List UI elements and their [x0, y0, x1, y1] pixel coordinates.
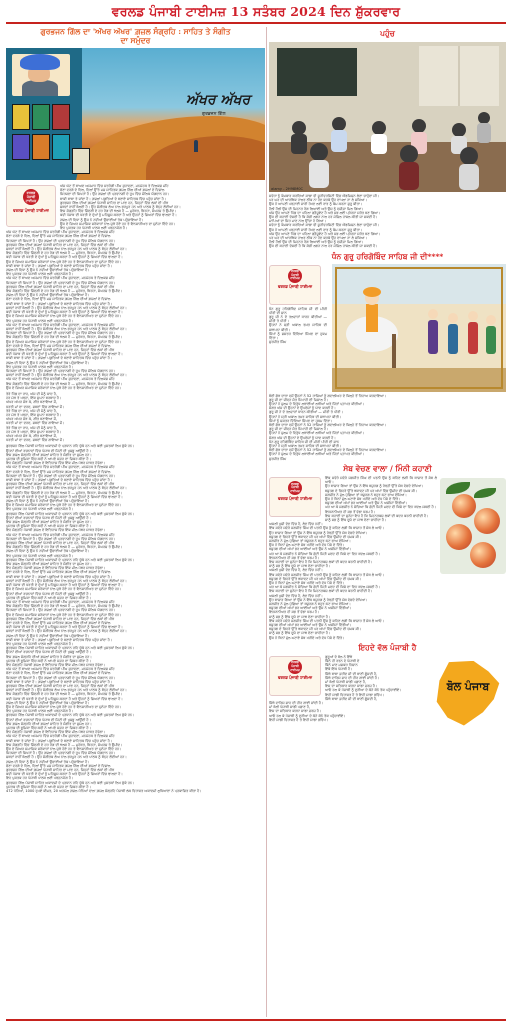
text-line: ਬਜ਼ੁਰਗ ਦੇ ਚਿਹਰੇ ਉੱਤੇ ਥਕਾਵਟ ਸੀ ਪਰ ਅੱਖਾਂ ਵਿੱਚ ਉਮੀਦ ਦੀ ਚਮਕ ਸੀ।	[325, 488, 418, 493]
classroom-illustration	[269, 42, 506, 192]
text-line: ਕਿੰਨੇ ਮਾਣ ਮਸ਼ਕਰ ਨਿਸ਼ਾਨ	[325, 663, 358, 668]
peaches-photo	[440, 478, 506, 574]
text-line: ਜਿੱਥੇ ਬਾਬਾ ਫ਼ਰੀਦ ਜੀ ਦੀ ਬਾਣੀ ਗੂੰਜਦੀ ਹੈ,	[325, 696, 378, 701]
guru-side-block	[269, 264, 329, 345]
text-line: ਅੱਜ ਘੋਟ ਤੋਂ ਬਾਅਦ ਅਸਮਾਨ ਵਿੱਚ ਸਤਰੰਗੀ ਪੀਂਘ ਸੁਹਾਵਣਾ, ਮਨਮੋਹਕ ਤੇ ਦਿਲਕਸ਼ ਮੀਂਹ	[6, 734, 115, 739]
text-line: ਆਓ ਰਲ ਕੇ ਪੰਜਾਬੀ ਨੂੰ ਦੁਨੀਆ ਦੇ ਕੋਨੇ ਕੋਨੇ ਤੱਕ ਪਹੁੰਚਾਈਏ।	[269, 713, 346, 718]
text-line: ਸ਼ਬਦਾਂ ਰਾਹੀਂ ਬੋਲਦੀ ਹੈ। ਉਹ ਸੰਗੀਤਕ ਲੈਅ ਨਾਲ ਭਰਪੂਰ ਹਨ ਅਤੇ ਪਾਠਕ ਨੂੰ ਬੰਨ੍ਹ ਲੈਂਦੀਆਂ ਹਨ।	[6, 373, 127, 378]
left-column	[6, 27, 265, 1019]
text-line: ਚੋਣਾ ਵਰਗੇ ਦੇ ਦਿਲ, ਦਿਲਾਂ ਉੱਤੇ ਮਜ਼ ਸਾਹਿਤਕ ਗ਼ਜ਼ਲ ਗਿੱਲ ਦੀਆਂ ਗ਼ਜ਼ਲਾਂ ਦੇ ਵਿਸ਼ਾਲ	[6, 234, 111, 239]
poem-line: ਤੇਰੇ ਪਿੰਡ ਦਾ ਰਾਹ, ਅੱਜ ਵੀ ਮੈਨੂੰ ਯਾਦ ਹੈ,	[6, 408, 57, 413]
text-line: ਸਿੱਖਾਂ ਨੂੰ ਸ਼ਸਤਰ ਵਿੱਦਿਆ ਸਿੱਖਣ ਦਾ ਹੁਕਮ ਦਿੱਤਾ।	[269, 418, 333, 423]
text-line: ਉਸ ਨੇ ਆਪਣੀ ਪੜ੍ਹਾਈ ਜਾਰੀ ਰੱਖਣ ਲਈ ਰਾਤ ਨੂੰ ਕੰਮ ਕਰਨਾ ਸ਼ੁਰੂ ਕੀਤਾ।	[269, 227, 363, 232]
text-line: ਉਸ ਦੇ ਸ਼ਿਅਰ ਸਮਾਜਿਕ ਸਰੋਕਾਰਾਂ ਨਾਲ ਜੁੜੇ ਹੋਏ ਹਨ ਤੇ ਇਨਸਾਨੀਅਤ ਦਾ ਸੁਨੇਹਾ ਦਿੰਦੇ ਹਨ।	[6, 339, 122, 344]
text-line: ਬਾਕੀ ਬਾਬਾ ਤੇ ਜਾਂਦਾ ਹੈ। ਗ਼ਜ਼ਲਾਂ ਪਗ਼ੁਤਿਆਂ ਦੇ ਬਣਾਏ ਸਾਹਿਤਕ ਵਿੱਚ ਪਹੁੰਚ ਜਾਂਦਾ ਹੈ।	[6, 263, 113, 268]
text-line: ਉਸ ਨੇ ਬਿਨਾਂ ਮੁੱਲ ਘਟਾਏ ਸੇਬ ਖਰੀਦੇ ਅਤੇ ਵੱਧ ਪੈਸੇ ਦੇ ਦਿੱਤੇ।	[269, 543, 345, 548]
author-shirt	[22, 80, 58, 96]
right-column	[269, 27, 506, 1019]
text-line: ਗੁਰਭਜਨ ਗਿੱਲ ਦੀਆਂ ਗ਼ਜ਼ਲਾਂ ਪੰਜਾਬੀ ਸਾਹਿਤ ਦਾ ਮਾਣ ਹਨ, ਜਿਨ੍ਹਾਂ ਵਿੱਚ ਲੋਕਾਂ ਦੀ ਪੀੜ	[6, 482, 115, 487]
text-line: ਸਿਰਜਣਾ ਦੀ ਸਿਖਰਾਂ ਹੈ। ਉਹ ਗਜ਼ਲਾਂ ਦੀ ਪ੍ਰਵਾਨਗੀ ਦੇ ਰੂਪ ਵਿੱਚ ਮੌਲਿਕ ਯੋਗਦਾਨ ਹਨ।	[6, 280, 116, 285]
text-line: ਗ਼ਜ਼ਲ ਦੀ ਵਿਧਾ ਨੂੰ ਉਸ ਨੇ ਨਵੀਆਂ ਉਚਾਈਆਂ ਤੱਕ ਪਹੁੰਚਾਇਆ ਹੈ।	[6, 633, 90, 638]
text-line: ਗੁਰਭਜਨ ਗਿੱਲ ਦੀਆਂ ਗ਼ਜ਼ਲਾਂ ਪੰਜਾਬੀ ਸਾਹਿਤ ਦਾ ਮਾਣ ਹਨ, ਜਿਨ੍ਹਾਂ ਵਿੱਚ ਲੋਕਾਂ ਦੀ ਪੀੜ	[6, 768, 115, 773]
text-line: ਸਿਰਜਣਾ ਦੀ ਸਿਖਰਾਂ ਹੈ। ਉਹ ਗਜ਼ਲਾਂ ਦੀ ਪ੍ਰਵਾਨਗੀ ਦੇ ਰੂਪ ਵਿੱਚ ਮੌਲਿਕ ਯੋਗਦਾਨ ਹਨ।	[6, 331, 116, 336]
author-turban	[20, 54, 60, 70]
right-top-paragraph	[269, 194, 506, 249]
text-line: ਇਸ ਗ਼ਜ਼ਲ ਸੰਗ੍ਰਹਿ ਦੀਆਂ ਗ਼ਜ਼ਲਾਂ ਸਾਹਿਤ ਤੇ ਸੰਗੀਤ ਦਾ ਸੁਮੇਲ ਹਨ।	[6, 721, 92, 726]
byline-badge	[269, 656, 321, 696]
text-line: ਇਸ ਗ਼ਜ਼ਲ ਸੰਗ੍ਰਹਿ ਦੀਆਂ ਗ਼ਜ਼ਲਾਂ ਸਾਹਿਤ ਤੇ ਸੰਗੀਤ ਦਾ ਸੁਮੇਲ ਹਨ।	[6, 562, 92, 567]
text-line: ਇਹ ਪੁਸਤਕ ਹਰ ਪੰਜਾਬੀ ਪਾਠਕ ਲਈ ਪੜ੍ਹਨਯੋਗ ਹੈ।	[6, 776, 74, 781]
text-line: ਕਵੀ ਪੰਜਾਬ ਦੀ ਧਰਤੀ ਦੇ ਦੁੱਖਾਂ ਨੂੰ ਮਹਿਸੂਸ ਕਰਦਾ ਹੈ ਅਤੇ ਉਹਨਾਂ ਨੂੰ ਸ਼ਿਅਰਾਂ ਵਿੱਚ ਢਾਲਦਾ ਹੈ।	[6, 583, 123, 588]
text-line: ਇਹੀ ਸਾਡੀ ਵਿਰਾਸਤ ਹੈ ਤੇ ਇਹੀ ਸਾਡਾ ਭਵਿੱਖ।	[325, 692, 385, 697]
text-line: ਉਸ ਦੇ ਸ਼ਿਅਰ ਸਮਾਜਿਕ ਸਰੋਕਾਰਾਂ ਨਾਲ ਜੁੜੇ ਹੋਏ ਹਨ ਤੇ ਇਨਸਾਨੀਅਤ ਦਾ ਸੁਨੇਹਾ ਦਿੰਦੇ ਹਨ।	[60, 221, 176, 226]
text-line: ਅੱਜ ਉਹ ਆਪਣੇ ਪਿੰਡ ਦਾ ਪਹਿਲਾ ਗ੍ਰੈਜੂਏਟ ਹੈ ਅਤੇ ਸਭ ਲਈ ਪ੍ਰੇਰਨਾ ਸਰੋਤ ਬਣ ਗਿਆ।	[269, 210, 381, 215]
text-line: ਉਹਨਾਂ ਦੀਆਂ ਰਚਨਾਵਾਂ ਵਿੱਚ ਪੰਜਾਬ ਦੀ ਮਿੱਟੀ ਦੀ ਖੁਸ਼ਬੂ ਆਉਂਦੀ ਹੈ।	[6, 650, 91, 655]
text-line: ਗੁਰਭਜਨ ਗਿੱਲ ਦੀਆਂ ਗ਼ਜ਼ਲਾਂ ਪੰਜਾਬੀ ਸਾਹਿਤ ਦਾ ਮਾਣ ਹਨ, ਜਿਨ੍ਹਾਂ ਵਿੱਚ ਲੋਕਾਂ ਦੀ ਪੀੜ	[6, 616, 115, 621]
poem-line: ਹਰ ਮੋੜ ਤੇ ਖੜ੍ਹਾ, ਇੱਕ ਸੁਪਨਾ ਬਰਬਾਦ ਹੈ।	[6, 429, 62, 434]
text-line: ਗੁਰਭਜਨ ਗਿੱਲ ਪੰਜਾਬੀ ਸਾਹਿਤ ਅਕਾਦਮੀ ਦੇ ਪ੍ਰਧਾਨ ਰਹਿ ਚੁੱਕੇ ਹਨ ਅਤੇ ਕਈ ਪੁਸਤਕਾਂ ਲਿਖ ਚੁੱਕੇ ਹਨ।	[6, 557, 135, 562]
text-line: ਸ਼ਬਦਾਂ ਰਾਹੀਂ ਬੋਲਦੀ ਹੈ। ਉਹ ਸੰਗੀਤਕ ਲੈਅ ਨਾਲ ਭਰਪੂਰ ਹਨ ਅਤੇ ਪਾਠਕ ਨੂੰ ਬੰਨ੍ਹ ਲੈਂਦੀਆਂ ਹਨ।	[60, 205, 181, 210]
book-cover	[12, 104, 30, 130]
text-line: ਅਸਲੀ ਖੁਸ਼ੀ ਦੇਣ ਵਿੱਚ ਹੈ, ਲੈਣ ਵਿੱਚ ਨਹੀਂ।	[269, 593, 323, 598]
text-line: ਚੋਣਾ ਵਰਗੇ ਦੇ ਦਿਲ, ਦਿਲਾਂ ਉੱਤੇ ਮਜ਼ ਸਾਹਿਤਕ ਗ਼ਜ਼ਲ ਗਿੱਲ ਦੀਆਂ ਗ਼ਜ਼ਲਾਂ ਦੇ ਵਿਸ਼ਾਲ	[60, 188, 165, 193]
column-divider	[266, 27, 267, 1017]
text-line: ਇਸ ਦਾ ਸਤਿਕਾਰ ਕਰਨਾ ਸਾਡਾ ਫ਼ਰਜ਼ ਹੈ।	[325, 684, 378, 689]
text-line: ਇਨਸਾਨੀਅਤ ਹੀ ਸਭ ਤੋਂ ਵੱਡਾ ਧਰਮ ਹੈ।	[269, 555, 320, 560]
text-line: ਗੁਰਭਜਨ ਗਿੱਲ ਦੀਆਂ ਗ਼ਜ਼ਲਾਂ ਪੰਜਾਬੀ ਸਾਹਿਤ ਦਾ ਮਾਣ ਹਨ, ਜਿਨ੍ਹਾਂ ਵਿੱਚ ਲੋਕਾਂ ਦੀ ਪੀੜ	[60, 200, 169, 205]
text-line: ਚੋਣਾ ਵਰਗੇ ਦੇ ਦਿਲ, ਦਿਲਾਂ ਉੱਤੇ ਮਜ਼ ਸਾਹਿਤਕ ਗ਼ਜ਼ਲ ਗਿੱਲ ਦੀਆਂ ਗ਼ਜ਼ਲਾਂ ਦੇ ਵਿਸ਼ਾਲ	[6, 469, 111, 474]
text-line: ਬਜ਼ੁਰਗ ਦੇ ਚਿਹਰੇ ਉੱਤੇ ਥਕਾਵਟ ਸੀ ਪਰ ਅੱਖਾਂ ਵਿੱਚ ਉਮੀਦ ਦੀ ਚਮਕ ਸੀ।	[269, 627, 362, 632]
text-line: ਸਾਨੂੰ ਸਭ ਨੂੰ ਇੱਕ ਦੂਜੇ ਦਾ ਸਾਥ ਦੇਣਾ ਚਾਹੀਦਾ ਹੈ।	[325, 517, 387, 522]
text-line: ਗੁਰੂ ਜੀ ਦਾ ਜੀਵਨ ਸੰਤ ਸਿਪਾਹੀ ਦੀ ਮਿਸਾਲ ਹੈ।	[269, 427, 329, 432]
text-line: ਕਵੀ ਪੰਜਾਬ ਦੀ ਧਰਤੀ ਦੇ ਦੁੱਖਾਂ ਨੂੰ ਮਹਿਸੂਸ ਕਰਦਾ ਹੈ ਅਤੇ ਉਹਨਾਂ ਨੂੰ ਸ਼ਿਅਰਾਂ ਵਿੱਚ ਢਾਲਦਾ ਹੈ।	[60, 213, 177, 218]
text-line: ਬਾਕੀ ਬਾਬਾ ਤੇ ਜਾਂਦਾ ਹੈ। ਗ਼ਜ਼ਲਾਂ ਪਗ਼ੁਤਿਆਂ ਦੇ ਬਣਾਏ ਸਾਹਿਤਕ ਵਿੱਚ ਪਹੁੰਚ ਜਾਂਦਾ ਹੈ।	[60, 196, 167, 201]
map-label: ਬੋਲ ਪੰਜਾਬ	[446, 679, 490, 693]
text-line: ਉਸ ਦੀ ਕਹਾਣੀ ਦੱਸਦੀ ਹੈ ਕਿ ਸੱਚੀ ਲਗਨ ਨਾਲ ਹਰ ਮੰਜ਼ਿਲ ਹਾਸਲ ਕੀਤੀ ਜਾ ਸਕਦੀ ਹੈ।	[269, 244, 378, 249]
text-line: ਬਾਕੀ ਬਾਬਾ ਤੇ ਜਾਂਦਾ ਹੈ। ਗ਼ਜ਼ਲਾਂ ਪਗ਼ੁਤਿਆਂ ਦੇ ਬਣਾਏ ਸਾਹਿਤਕ ਵਿੱਚ ਪਹੁੰਚ ਜਾਂਦਾ ਹੈ।	[6, 679, 113, 684]
text-line: ਇਸ ਕਹਾਣੀ ਦਾ ਸੁਨੇਹਾ ਇਹ ਹੈ ਕਿ ਮਿਹਨਤਕਸ਼ ਲੋਕਾਂ ਦੀ ਕਦਰ ਕਰਨੀ ਚਾਹੀਦੀ ਹੈ।	[269, 559, 373, 564]
text-line: ਇਸ ਸੰਗ੍ਰਹਿ ਵਿੱਚ ਜ਼ਿੰਦਗੀ ਦੇ ਹਰ ਰੰਗ ਦੀ ਝਲਕ ਹੈ — ਮੁਹੱਬਤ, ਬਿਰਹਾ, ਸੰਘਰਸ਼ ਤੇ ਉਮੀਦ।	[60, 209, 177, 214]
text-line: ਕਵੀ ਪੰਜਾਬ ਦੀ ਧਰਤੀ ਦੇ ਦੁੱਖਾਂ ਨੂੰ ਮਹਿਸੂਸ ਕਰਦਾ ਹੈ ਅਤੇ ਉਹਨਾਂ ਨੂੰ ਸ਼ਿਅਰਾਂ ਵਿੱਚ ਢਾਲਦਾ ਹੈ।	[6, 255, 123, 260]
text-line: ਅਸਲੀ ਖੁਸ਼ੀ ਦੇਣ ਵਿੱਚ ਹੈ, ਲੈਣ ਵਿੱਚ ਨਹੀਂ।	[269, 522, 323, 527]
text-line: ਸਿਰਜਣਾ ਦੀ ਸਿਖਰਾਂ ਹੈ। ਉਹ ਗਜ਼ਲਾਂ ਦੀ ਪ੍ਰਵਾਨਗੀ ਦੇ ਰੂਪ ਵਿੱਚ ਮੌਲਿਕ ਯੋਗਦਾਨ ਹਨ।	[6, 473, 116, 478]
text-line: ਗੁਰੂ ਜੀ ਨੇ ਦੋ ਤਲਵਾਰਾਂ ਧਾਰਨ ਕੀਤੀਆਂ — ਮੀਰੀ ਤੇ ਪੀਰੀ।	[269, 410, 343, 415]
text-line: ਇਹ ਸੰਗ੍ਰਹਿ ਪੰਜਾਬੀ ਗ਼ਜ਼ਲ ਦੇ ਇਤਿਹਾਸ ਵਿੱਚ ਇੱਕ ਮੀਲ ਪੱਥਰ ਸਾਬਤ ਹੋਵੇਗਾ।	[6, 566, 106, 571]
text-line: ਇਹੀ ਸਾਡੀ ਵਿਰਾਸਤ ਹੈ ਤੇ ਇਹੀ ਸਾਡਾ ਭਵਿੱਖ।	[269, 717, 329, 722]
text-line: ਗ਼ਜ਼ਲ ਦੀ ਵਿਧਾ ਨੂੰ ਉਸ ਨੇ ਨਵੀਆਂ ਉਚਾਈਆਂ ਤੱਕ ਪਹੁੰਚਾਇਆ ਹੈ।	[6, 549, 90, 554]
text-line: ਅੱਜ ਘੋਟ ਤੋਂ ਬਾਅਦ ਅਸਮਾਨ ਵਿੱਚ ਸਤਰੰਗੀ ਪੀਂਘ ਸੁਹਾਵਣਾ, ਮਨਮੋਹਕ ਤੇ ਦਿਲਕਸ਼ ਮੀਂਹ	[6, 532, 115, 537]
text-line: ਅੱਜ ਘੋਟ ਤੋਂ ਬਾਅਦ ਅਸਮਾਨ ਵਿੱਚ ਸਤਰੰਗੀ ਪੀਂਘ ਸੁਹਾਵਣਾ, ਮਨਮੋਹਕ ਤੇ ਦਿਲਕਸ਼ ਮੀਂਹ	[6, 667, 115, 672]
left-headline-line-2: ਦਾ ਸਮੁੰਦਰ	[120, 36, 151, 45]
text-line: ਕਵੀ ਪੰਜਾਬ ਦੀ ਧਰਤੀ ਦੇ ਦੁੱਖਾਂ ਨੂੰ ਮਹਿਸੂਸ ਕਰਦਾ ਹੈ ਅਤੇ ਉਹਨਾਂ ਨੂੰ ਸ਼ਿਅਰਾਂ ਵਿੱਚ ਢਾਲਦਾ ਹੈ।	[6, 696, 123, 701]
text-line: ਇਹ ਸੰਗ੍ਰਹਿ ਪੰਜਾਬੀ ਗ਼ਜ਼ਲ ਦੇ ਇਤਿਹਾਸ ਵਿੱਚ ਇੱਕ ਮੀਲ ਪੱਥਰ ਸਾਬਤ ਹੋਵੇਗਾ।	[6, 528, 106, 533]
text-line: ਕਵੀ ਪੰਜਾਬ ਦੀ ਧਰਤੀ ਦੇ ਦੁੱਖਾਂ ਨੂੰ ਮਹਿਸੂਸ ਕਰਦਾ ਹੈ ਅਤੇ ਉਹਨਾਂ ਨੂੰ ਸ਼ਿਅਰਾਂ ਵਿੱਚ ਢਾਲਦਾ ਹੈ।	[6, 352, 123, 357]
text-line: ਇੱਕ ਸਵੇਰੇ ਸਵੇਰੇ ਜਗਜੀਤ ਸਿੰਘ ਦੀ ਪਤਨੀ ਉਸ ਨੂੰ ਕਹਿਣ ਲੱਗੀ ਕਿ ਬਾਜ਼ਾਰ ਤੋਂ ਸੇਬ ਲੈ ਆਓ।	[269, 526, 384, 531]
text-line: ਇਸ ਗ਼ਜ਼ਲ ਸੰਗ੍ਰਹਿ ਦੀਆਂ ਗ਼ਜ਼ਲਾਂ ਸਾਹਿਤ ਤੇ ਸੰਗੀਤ ਦਾ ਸੁਮੇਲ ਹਨ।	[6, 654, 92, 659]
text-line: ਉਸ ਦੇ ਸ਼ਿਅਰ ਸਮਾਜਿਕ ਸਰੋਕਾਰਾਂ ਨਾਲ ਜੁੜੇ ਹੋਏ ਹਨ ਤੇ ਇਨਸਾਨੀਅਤ ਦਾ ਸੁਨੇਹਾ ਦਿੰਦੇ ਹਨ।	[6, 587, 122, 592]
book-cover	[72, 148, 90, 174]
byline-org: ਵਰਲਡ ਪੰਜਾਬੀ ਟਾਈਮਜ਼	[13, 208, 49, 213]
text-line: ਇਹ ਸੰਗ੍ਰਹਿ ਪੰਜਾਬੀ ਗ਼ਜ਼ਲ ਦੇ ਇਤਿਹਾਸ ਵਿੱਚ ਇੱਕ ਮੀਲ ਪੱਥਰ ਸਾਬਤ ਹੋਵੇਗਾ।	[6, 662, 106, 667]
text-line: ਗ਼ਜ਼ਲ ਦੀ ਵਿਧਾ ਨੂੰ ਉਸ ਨੇ ਨਵੀਆਂ ਉਚਾਈਆਂ ਤੱਕ ਪਹੁੰਚਾਇਆ ਹੈ।	[60, 217, 144, 222]
text-line: ਇਸ ਸੰਗ੍ਰਹਿ ਵਿੱਚ ਜ਼ਿੰਦਗੀ ਦੇ ਹਰ ਰੰਗ ਦੀ ਝਲਕ ਹੈ — ਮੁਹੱਬਤ, ਬਿਰਹਾ, ਸੰਘਰਸ਼ ਤੇ ਉਮੀਦ।	[6, 381, 123, 386]
text-line: ਇਨਸਾਨੀਅਤ ਹੀ ਸਭ ਤੋਂ ਵੱਡਾ ਧਰਮ ਹੈ।	[325, 509, 376, 514]
text-line: ਜਗਜੀਤ ਨੇ ਮੁੱਲ ਪੁੱਛਿਆ ਤਾਂ ਬਜ਼ੁਰਗ ਨੇ ਬਹੁਤ ਘੱਟ ਭਾਅ ਦੱਸਿਆ।	[325, 492, 407, 497]
text-line: ਇਹ ਪੁਸਤਕ ਹਰ ਪੰਜਾਬੀ ਪਾਠਕ ਲਈ ਪੜ੍ਹਨਯੋਗ ਹੈ।	[6, 507, 74, 512]
text-line: ਸ਼ਬਦਾਂ ਰਾਹੀਂ ਬੋਲਦੀ ਹੈ। ਉਹ ਸੰਗੀਤਕ ਲੈਅ ਨਾਲ ਭਰਪੂਰ ਹਨ ਅਤੇ ਪਾਠਕ ਨੂੰ ਬੰਨ੍ਹ ਲੈਂਦੀਆਂ ਹਨ।	[6, 305, 127, 310]
text-line: ਪੁਸਤਕ ਦੀ ਭੂਮਿਕਾ ਵਿੱਚ ਕਵੀ ਨੇ ਆਪਣੇ ਸਫ਼ਰ ਦਾ ਜ਼ਿਕਰ ਕੀਤਾ ਹੈ।	[6, 784, 91, 789]
peach-icon	[452, 494, 476, 518]
text-line: ਉਹਨਾਂ ਦੀਆਂ ਰਚਨਾਵਾਂ ਵਿੱਚ ਪੰਜਾਬ ਦੀ ਮਿੱਟੀ ਦੀ ਖੁਸ਼ਬੂ ਆਉਂਦੀ ਹੈ।	[6, 448, 91, 453]
masthead	[6, 2, 506, 22]
article-paragraph	[6, 444, 265, 793]
poem-line: ਹਰ ਮੋੜ ਤੇ ਖੜ੍ਹਾ, ਇੱਕ ਸੁਪਨਾ ਬਰਬਾਦ ਹੈ।	[6, 412, 62, 417]
text-line: ਗੁਰਭਜਨ ਗਿੱਲ ਪੰਜਾਬੀ ਸਾਹਿਤ ਅਕਾਦਮੀ ਦੇ ਪ੍ਰਧਾਨ ਰਹਿ ਚੁੱਕੇ ਹਨ ਅਤੇ ਕਈ ਪੁਸਤਕਾਂ ਲਿਖ ਚੁੱਕੇ ਹਨ।	[6, 780, 135, 785]
text-line: ਇੱਕੋ ਇੱਕ ਪੰਜਾਬੀ ਹੈ।	[325, 667, 353, 672]
guru-section	[269, 264, 506, 392]
poem-line: ਅੱਖਰ ਅੱਖਰ ਜੋੜ ਕੇ, ਗੀਤ ਬਣਾਇਆ ਮੈਂ,	[6, 433, 58, 438]
text-line: ਸਿਰਜਣਾ ਦੀ ਸਿਖਰਾਂ ਹੈ। ਉਹ ਗਜ਼ਲਾਂ ਦੀ ਪ੍ਰਵਾਨਗੀ ਦੇ ਰੂਪ ਵਿੱਚ ਮੌਲਿਕ ਯੋਗਦਾਨ ਹਨ।	[6, 675, 116, 680]
right-top-title: ਪਹੁੰਚ	[380, 29, 395, 38]
text-line: ਇੱਕ ਸਵੇਰੇ ਸਵੇਰੇ ਜਗਜੀਤ ਸਿੰਘ ਦੀ ਪਤਨੀ ਉਸ ਨੂੰ ਕਹਿਣ ਲੱਗੀ ਕਿ ਬਾਜ਼ਾਰ ਤੋਂ ਸੇਬ ਲੈ ਆਓ।	[269, 618, 384, 623]
text-line: ਉਸ ਨੇ ਬਿਨਾਂ ਮੁੱਲ ਘਟਾਏ ਸੇਬ ਖਰੀਦੇ ਅਤੇ ਵੱਧ ਪੈਸੇ ਦੇ ਦਿੱਤੇ।	[269, 580, 345, 585]
poem-block	[6, 392, 265, 442]
text-line: ਅਸਲੀ ਖੁਸ਼ੀ ਦੇਣ ਵਿੱਚ ਹੈ, ਲੈਣ ਵਿੱਚ ਨਹੀਂ।	[269, 568, 323, 573]
text-line: ਇਸ ਸੰਗ੍ਰਹਿ ਵਿੱਚ ਜ਼ਿੰਦਗੀ ਦੇ ਹਰ ਰੰਗ ਦੀ ਝਲਕ ਹੈ — ਮੁਹੱਬਤ, ਬਿਰਹਾ, ਸੰਘਰਸ਼ ਤੇ ਉਮੀਦ।	[6, 490, 123, 495]
text-line: ਗੁਰੂ ਜੀ ਨੇ ਦੋ ਤਲਵਾਰਾਂ ਧਾਰਨ ਕੀਤੀਆਂ — ਮੀਰੀ ਤੇ ਪੀਰੀ।	[269, 315, 327, 324]
peach-icon	[446, 524, 472, 550]
text-line: ਇਨਸਾਨੀਅਤ ਹੀ ਸਭ ਤੋਂ ਵੱਡਾ ਧਰਮ ਹੈ।	[269, 610, 320, 615]
text-line: ਅੱਜ ਘੋਟ ਤੋਂ ਬਾਅਦ ਅਸਮਾਨ ਵਿੱਚ ਸਤਰੰਗੀ ਪੀਂਘ ਸੁਹਾਵਣਾ, ਮਨਮੋਹਕ ਤੇ ਦਿਲਕਸ਼ ਮੀਂਹ	[6, 322, 115, 327]
leaf	[474, 488, 496, 498]
text-line: ਘਰ ਆ ਕੇ ਜਗਜੀਤ ਨੇ ਸੋਚਿਆ ਕਿ ਛੋਟੀ ਜਿਹੀ ਮਦਦ ਵੀ ਕਿਸੇ ਦਾ ਦਿਨ ਬਦਲ ਸਕਦੀ ਹੈ।	[269, 585, 381, 590]
text-line: ਸ਼ਬਦਾਂ ਰਾਹੀਂ ਬੋਲਦੀ ਹੈ। ਉਹ ਸੰਗੀਤਕ ਲੈਅ ਨਾਲ ਭਰਪੂਰ ਹਨ ਅਤੇ ਪਾਠਕ ਨੂੰ ਬੰਨ੍ਹ ਲੈਂਦੀਆਂ ਹਨ।	[6, 688, 127, 693]
text-line: ਸਿਰਜਣਾ ਦੀ ਸਿਖਰਾਂ ਹੈ। ਉਹ ਗਜ਼ਲਾਂ ਦੀ ਪ੍ਰਵਾਨਗੀ ਦੇ ਰੂਪ ਵਿੱਚ ਮੌਲਿਕ ਯੋਗਦਾਨ ਹਨ।	[6, 368, 116, 373]
text-line: ਸੰਗਤ ਅੱਜ ਵੀ ਉਹਨਾਂ ਦੇ ਉਪਦੇਸ਼ਾਂ ਨੂੰ ਯਾਦ ਕਰਦੀ ਹੈ।	[269, 406, 336, 411]
guru-painting	[332, 264, 506, 392]
punjabi-section	[269, 655, 506, 731]
text-line: ਇਸ ਸੰਗ੍ਰਹਿ ਵਿੱਚ ਜ਼ਿੰਦਗੀ ਦੇ ਹਰ ਰੰਗ ਦੀ ਝਲਕ ਹੈ — ਮੁਹੱਬਤ, ਬਿਰਹਾ, ਸੰਘਰਸ਼ ਤੇ ਉਮੀਦ।	[6, 251, 123, 256]
text-line: ਇਸ ਕਹਾਣੀ ਦਾ ਸੁਨੇਹਾ ਇਹ ਹੈ ਕਿ ਮਿਹਨਤਕਸ਼ ਲੋਕਾਂ ਦੀ ਕਦਰ ਕਰਨੀ ਚਾਹੀਦੀ ਹੈ।	[269, 589, 373, 594]
poem-line: ਧਰਤੀ ਮਾਂ ਦਾ ਦਰਦ, ਸ਼ਬਦਾਂ ਵਿੱਚ ਗਾਇਆ ਮੈਂ।	[6, 438, 65, 443]
text-line: ਗੁਰੂ ਜੀ ਦਾ ਜੀਵਨ ਸੰਤ ਸਿਪਾਹੀ ਦੀ ਮਿਸਾਲ ਹੈ।	[269, 397, 329, 402]
text-line: ਇਸ ਸੰਗ੍ਰਹਿ ਵਿੱਚ ਜ਼ਿੰਦਗੀ ਦੇ ਹਰ ਰੰਗ ਦੀ ਝਲਕ ਹੈ — ਮੁਹੱਬਤ, ਬਿਰਹਾ, ਸੰਘਰਸ਼ ਤੇ ਉਮੀਦ।	[6, 604, 123, 609]
text-line: ਚੋਣਾ ਵਰਗੇ ਦੇ ਦਿਲ, ਦਿਲਾਂ ਉੱਤੇ ਮਜ਼ ਸਾਹਿਤਕ ਗ਼ਜ਼ਲ ਗਿੱਲ ਦੀਆਂ ਗ਼ਜ਼ਲਾਂ ਦੇ ਵਿਸ਼ਾਲ	[6, 570, 111, 575]
seal-icon: ਵਰਲਡ ਪੰਜਾਬੀ ਟਾਈਮਜ਼	[288, 481, 302, 495]
text-line: ਸਾਨੂੰ ਸਭ ਨੂੰ ਇੱਕ ਦੂਜੇ ਦਾ ਸਾਥ ਦੇਣਾ ਚਾਹੀਦਾ ਹੈ।	[269, 614, 331, 619]
poem-line: ਹਰ ਮੋੜ ਤੇ ਖੜ੍ਹਾ, ਇੱਕ ਸੁਪਨਾ ਬਰਬਾਦ ਹੈ।	[6, 396, 62, 401]
masthead-title: ਵਰਲਡ ਪੰਜਾਬੀ ਟਾਈਮਜ਼ 13 ਸਤੰਬਰ 2024 ਦਿਨ ਸ਼ੁੱਕਰਵਾਰ	[111, 4, 401, 19]
text-line: ਪੁਸਤਕ ਦੀ ਭੂਮਿਕਾ ਵਿੱਚ ਕਵੀ ਨੇ ਆਪਣੇ ਸਫ਼ਰ ਦਾ ਜ਼ਿਕਰ ਕੀਤਾ ਹੈ।	[6, 726, 91, 730]
text-line: ਸਿਰਜਣਾ ਦੀ ਸਿਖਰਾਂ ਹੈ। ਉਹ ਗਜ਼ਲਾਂ ਦੀ ਪ੍ਰਵਾਨਗੀ ਦੇ ਰੂਪ ਵਿੱਚ ਮੌਲਿਕ ਯੋਗਦਾਨ ਹਨ।	[6, 536, 116, 541]
text-line: ਬਾਕੀ ਬਾਬਾ ਤੇ ਜਾਂਦਾ ਹੈ। ਗ਼ਜ਼ਲਾਂ ਪਗ਼ੁਤਿਆਂ ਦੇ ਬਣਾਏ ਸਾਹਿਤਕ ਵਿੱਚ ਪਹੁੰਚ ਜਾਂਦਾ ਹੈ।	[6, 637, 113, 642]
text-line: ਸਿਰਜਣਾ ਦੀ ਸਿਖਰਾਂ ਹੈ। ਉਹ ਗਜ਼ਲਾਂ ਦੀ ਪ੍ਰਵਾਨਗੀ ਦੇ ਰੂਪ ਵਿੱਚ ਮੌਲਿਕ ਯੋਗਦਾਨ ਹਨ।	[6, 751, 116, 756]
text-line: ਉਹ ਬਾਜ਼ਾਰ ਗਿਆ ਤਾਂ ਉਸ ਨੇ ਇੱਕ ਬਜ਼ੁਰਗ ਨੂੰ ਰੇੜ੍ਹੀ ਉੱਤੇ ਸੇਬ ਵੇਚਦੇ ਦੇਖਿਆ।	[269, 530, 368, 535]
text-line: ਇਸ ਕਹਾਣੀ ਦਾ ਸੁਨੇਹਾ ਇਹ ਹੈ ਕਿ ਮਿਹਨਤਕਸ਼ ਲੋਕਾਂ ਦੀ ਕਦਰ ਕਰਨੀ ਚਾਹੀਦੀ ਹੈ।	[325, 513, 429, 518]
punjab-map-graphic	[428, 657, 506, 731]
text-line: ਉਸ ਦੇ ਸ਼ਿਅਰ ਸਮਾਜਿਕ ਸਰੋਕਾਰਾਂ ਨਾਲ ਜੁੜੇ ਹੋਏ ਹਨ ਤੇ ਇਨਸਾਨੀਅਤ ਦਾ ਸੁਨੇਹਾ ਦਿੰਦੇ ਹਨ।	[6, 704, 122, 709]
text-line: ਆਓ ਰਲ ਕੇ ਪੰਜਾਬੀ ਨੂੰ ਦੁਨੀਆ ਦੇ ਕੋਨੇ ਕੋਨੇ ਤੱਕ ਪਹੁੰਚਾਈਏ।	[325, 688, 402, 693]
text-line: ਸਿੱਖਾਂ ਨੂੰ ਸ਼ਸਤਰ ਵਿੱਦਿਆ ਸਿੱਖਣ ਦਾ ਹੁਕਮ ਦਿੱਤਾ।	[269, 331, 327, 341]
guru-section-title: ਧੰਨ ਗੁਰੂ ਹਰਿਗੋਬਿੰਦ ਸਾਹਿਬ ਜੀ ਦੀ****	[331, 251, 444, 261]
text-line: ਇਸ ਸੰਗ੍ਰਹਿ ਵਿੱਚ ਜ਼ਿੰਦਗੀ ਦੇ ਹਰ ਰੰਗ ਦੀ ਝਲਕ ਹੈ — ਮੁਹੱਬਤ, ਬਿਰਹਾ, ਸੰਘਰਸ਼ ਤੇ ਉਮੀਦ।	[6, 335, 123, 340]
book-author: ਗੁਰਭਜਨ ਗਿੱਲ	[202, 112, 226, 117]
text-line: ਪੁਸਤਕ ਦੀ ਭੂਮਿਕਾ ਵਿੱਚ ਕਵੀ ਨੇ ਆਪਣੇ ਸਫ਼ਰ ਦਾ ਜ਼ਿਕਰ ਕੀਤਾ ਹੈ।	[6, 658, 91, 663]
text-line: ਗੁਰਭਜਨ ਗਿੱਲ ਦੀਆਂ ਗ਼ਜ਼ਲਾਂ ਪੰਜਾਬੀ ਸਾਹਿਤ ਦਾ ਮਾਣ ਹਨ, ਜਿਨ੍ਹਾਂ ਵਿੱਚ ਲੋਕਾਂ ਦੀ ਪੀੜ	[6, 242, 115, 247]
guru-paragraph	[269, 394, 506, 461]
text-line: ਕਵੀ ਪੰਜਾਬ ਦੀ ਧਰਤੀ ਦੇ ਦੁੱਖਾਂ ਨੂੰ ਮਹਿਸੂਸ ਕਰਦਾ ਹੈ ਅਤੇ ਉਹਨਾਂ ਨੂੰ ਸ਼ਿਅਰਾਂ ਵਿੱਚ ਢਾਲਦਾ ਹੈ।	[6, 772, 123, 777]
text-line: ਪਰ ਘਰ ਦੀ ਆਰਥਿਕ ਹਾਲਤ ਠੀਕ ਨਾ ਹੋਣ ਕਰਕੇ ਉਹ ਦਾਖਲਾ ਨਾ ਲੈ ਸਕਿਆ।	[269, 236, 367, 241]
poem-line: ਅੱਖਰ ਅੱਖਰ ਜੋੜ ਕੇ, ਗੀਤ ਬਣਾਇਆ ਮੈਂ,	[6, 417, 58, 422]
text-line: ਸ਼ਬਦਾਂ ਰਾਹੀਂ ਬੋਲਦੀ ਹੈ। ਉਹ ਸੰਗੀਤਕ ਲੈਅ ਨਾਲ ਭਰਪੂਰ ਹਨ ਅਤੇ ਪਾਠਕ ਨੂੰ ਬੰਨ੍ਹ ਲੈਂਦੀਆਂ ਹਨ।	[6, 629, 127, 634]
peach-icon	[474, 508, 500, 534]
text-line: ਸਾਨੂੰ ਸਭ ਨੂੰ ਇੱਕ ਦੂਜੇ ਦਾ ਸਾਥ ਦੇਣਾ ਚਾਹੀਦਾ ਹੈ।	[269, 564, 331, 569]
text-line: ਉਸ ਦੇ ਸ਼ਿਅਰ ਸਮਾਜਿਕ ਸਰੋਕਾਰਾਂ ਨਾਲ ਜੁੜੇ ਹੋਏ ਹਨ ਤੇ ਇਨਸਾਨੀਅਤ ਦਾ ਸੁਨੇਹਾ ਦਿੰਦੇ ਹਨ।	[6, 259, 122, 264]
text-line: ਕਵੀ ਪੰਜਾਬ ਦੀ ਧਰਤੀ ਦੇ ਦੁੱਖਾਂ ਨੂੰ ਮਹਿਸੂਸ ਕਰਦਾ ਹੈ ਅਤੇ ਉਹਨਾਂ ਨੂੰ ਸ਼ਿਅਰਾਂ ਵਿੱਚ ਢਾਲਦਾ ਹੈ।	[6, 310, 123, 315]
text-line: ਸ਼ਬਦਾਂ ਰਾਹੀਂ ਬੋਲਦੀ ਹੈ। ਉਹ ਸੰਗੀਤਕ ਲੈਅ ਨਾਲ ਭਰਪੂਰ ਹਨ ਅਤੇ ਪਾਠਕ ਨੂੰ ਬੰਨ੍ਹ ਲੈਂਦੀਆਂ ਹਨ।	[6, 578, 127, 583]
text-line: ਉਹਨਾਂ ਨੇ ਸ੍ਰੀ ਅਕਾਲ ਤਖ਼ਤ ਸਾਹਿਬ ਦੀ ਸਥਾਪਨਾ ਕੀਤੀ।	[269, 414, 342, 419]
text-line: ਹੌਲੀ ਹੌਲੀ ਉਸ ਦੀ ਮਿਹਨਤ ਰੰਗ ਲਿਆਈ ਅਤੇ ਉਸ ਨੂੰ ਵਜ਼ੀਫ਼ਾ ਮਿਲ ਗਿਆ।	[269, 206, 364, 211]
text-line: ਜਿੱਥੇ ਵਾਰਿਸ ਸ਼ਾਹ ਦੀ ਹੀਰ ਗਾਈ ਜਾਂਦੀ ਹੈ।	[325, 675, 380, 680]
text-line: ਪੁਸਤਕ ਦੀ ਭੂਮਿਕਾ ਵਿੱਚ ਕਵੀ ਨੇ ਆਪਣੇ ਸਫ਼ਰ ਦਾ ਜ਼ਿਕਰ ਕੀਤਾ ਹੈ।	[6, 524, 91, 529]
text-line: ਸ਼ਬਦਾਂ ਰਾਹੀਂ ਬੋਲਦੀ ਹੈ। ਉਹ ਸੰਗੀਤਕ ਲੈਅ ਨਾਲ ਭਰਪੂਰ ਹਨ ਅਤੇ ਪਾਠਕ ਨੂੰ ਬੰਨ੍ਹ ਲੈਂਦੀਆਂ ਹਨ।	[6, 486, 127, 491]
text-line: ਚੋਣਾ ਵਰਗੇ ਦੇ ਦਿਲ, ਦਿਲਾਂ ਉੱਤੇ ਮਜ਼ ਸਾਹਿਤਕ ਗ਼ਜ਼ਲ ਗਿੱਲ ਦੀਆਂ ਗ਼ਜ਼ਲਾਂ ਦੇ ਵਿਸ਼ਾਲ	[6, 297, 111, 302]
text-line: ਬਜ਼ੁਰਗ ਦੇ ਚਿਹਰੇ ਉੱਤੇ ਥਕਾਵਟ ਸੀ ਪਰ ਅੱਖਾਂ ਵਿੱਚ ਉਮੀਦ ਦੀ ਚਮਕ ਸੀ।	[269, 576, 362, 581]
byline-org: ਵਰਲਡ ਪੰਜਾਬੀ ਟਾਈਮਜ਼	[278, 674, 312, 680]
text-line: ਅੱਜ ਘੋਟ ਤੋਂ ਬਾਅਦ ਅਸਮਾਨ ਵਿੱਚ ਸਤਰੰਗੀ ਪੀਂਘ ਸੁਹਾਵਣਾ, ਮਨਮੋਹਕ ਤੇ ਦਿਲਕਸ਼ ਮੀਂਹ	[6, 276, 115, 281]
text-line: ਅੱਜ ਘੋਟ ਤੋਂ ਬਾਅਦ ਅਸਮਾਨ ਵਿੱਚ ਸਤਰੰਗੀ ਪੀਂਘ ਸੁਹਾਵਣਾ, ਮਨਮੋਹਕ ਤੇ ਦਿਲਕਸ਼ ਮੀਂਹ	[6, 230, 115, 235]
book-cover	[32, 134, 50, 160]
byline-badge	[269, 265, 321, 305]
text-line: ਜਿੱਥੇ ਵਾਰਿਸ ਸ਼ਾਹ ਦੀ ਹੀਰ ਗਾਈ ਜਾਂਦੀ ਹੈ।	[269, 701, 324, 706]
leaf	[446, 482, 470, 494]
poem-line: ਅੱਖਰ ਅੱਖਰ ਜੋੜ ਕੇ, ਗੀਤ ਬਣਾਇਆ ਮੈਂ,	[6, 400, 58, 405]
text-line: ਗ਼ਜ਼ਲ ਦੀ ਵਿਧਾ ਨੂੰ ਉਸ ਨੇ ਨਵੀਆਂ ਉਚਾਈਆਂ ਤੱਕ ਪਹੁੰਚਾਇਆ ਹੈ।	[6, 360, 90, 365]
text-line: ਧੰਨ ਗੁਰੂ ਹਰਿਗੋਬਿੰਦ ਸਾਹਿਬ ਜੀ ਦੀ ਮੀਰੀ ਪੀਰੀ ਦੀ ਸ਼ਾਨ	[269, 439, 340, 444]
text-line: ਉਸ ਨੇ ਬਿਨਾਂ ਮੁੱਲ ਘਟਾਏ ਸੇਬ ਖਰੀਦੇ ਅਤੇ ਵੱਧ ਪੈਸੇ ਦੇ ਦਿੱਤੇ।	[325, 496, 401, 501]
text-line: ਸੁਰਜੀਤ ਸਿੰਘ	[269, 340, 287, 345]
text-line: ਬਜ਼ੁਰਗ ਦੀਆਂ ਅੱਖਾਂ ਭਰ ਆਈਆਂ ਅਤੇ ਉਸ ਨੇ ਅਸੀਸਾਂ ਦਿੱਤੀਆਂ।	[269, 547, 352, 552]
text-line: ਹੌਲੀ ਹੌਲੀ ਉਸ ਦੀ ਮਿਹਨਤ ਰੰਗ ਲਿਆਈ ਅਤੇ ਉਸ ਨੂੰ ਵਜ਼ੀਫ਼ਾ ਮਿਲ ਗਿਆ।	[269, 240, 364, 245]
classroom-photo	[269, 42, 506, 192]
text-line: ਬਾਕੀ ਬਾਬਾ ਤੇ ਜਾਂਦਾ ਹੈ। ਗ਼ਜ਼ਲਾਂ ਪਗ਼ੁਤਿਆਂ ਦੇ ਬਣਾਏ ਸਾਹਿਤਕ ਵਿੱਚ ਪਹੁੰਚ ਜਾਂਦਾ ਹੈ।	[6, 574, 113, 579]
text-line: ਇਹ ਪੁਸਤਕ ਹਰ ਪੰਜਾਬੀ ਪਾਠਕ ਲਈ ਪੜ੍ਹਨਯੋਗ ਹੈ।	[60, 226, 128, 231]
text-line: ਕਵੀ ਪੰਜਾਬ ਦੀ ਧਰਤੀ ਦੇ ਦੁੱਖਾਂ ਨੂੰ ਮਹਿਸੂਸ ਕਰਦਾ ਹੈ ਅਤੇ ਉਹਨਾਂ ਨੂੰ ਸ਼ਿਅਰਾਂ ਵਿੱਚ ਢਾਲਦਾ ਹੈ।	[6, 494, 123, 499]
text-line: ਸ਼ਬਦਾਂ ਰਾਹੀਂ ਬੋਲਦੀ ਹੈ। ਉਹ ਸੰਗੀਤਕ ਲੈਅ ਨਾਲ ਭਰਪੂਰ ਹਨ ਅਤੇ ਪਾਠਕ ਨੂੰ ਬੰਨ੍ਹ ਲੈਂਦੀਆਂ ਹਨ।	[6, 326, 127, 331]
text-line: ਇਸ ਦਾ ਸਤਿਕਾਰ ਕਰਨਾ ਸਾਡਾ ਫ਼ਰਜ਼ ਹੈ।	[269, 709, 322, 714]
text-line: ਉਹਨਾਂ ਦੀਆਂ ਰਚਨਾਵਾਂ ਵਿੱਚ ਪੰਜਾਬ ਦੀ ਮਿੱਟੀ ਦੀ ਖੁਸ਼ਬੂ ਆਉਂਦੀ ਹੈ।	[6, 591, 91, 596]
text-line: ਬੰਦੀ ਛੋੜ ਦਾਤਾ ਵਜੋਂ ਉਹਨਾਂ ਨੇ 52 ਰਾਜਿਆਂ ਨੂੰ ਗਵਾਲੀਅਰ ਦੇ ਕਿਲ੍ਹੇ ਤੋਂ ਰਿਹਾਅ ਕਰਵਾਇਆ।	[269, 423, 387, 428]
text-line: ਚੋਣਾ ਵਰਗੇ ਦੇ ਦਿਲ, ਦਿਲਾਂ ਉੱਤੇ ਮਜ਼ ਸਾਹਿਤਕ ਗ਼ਜ਼ਲ ਗਿੱਲ ਦੀਆਂ ਗ਼ਜ਼ਲਾਂ ਦੇ ਵਿਸ਼ਾਲ	[6, 620, 111, 625]
text-line: ਜਗਜੀਤ ਨੇ ਮੁੱਲ ਪੁੱਛਿਆ ਤਾਂ ਬਜ਼ੁਰਗ ਨੇ ਬਹੁਤ ਘੱਟ ਭਾਅ ਦੱਸਿਆ।	[269, 601, 351, 606]
book-cover	[52, 134, 70, 160]
text-line: ਘਰ ਆ ਕੇ ਜਗਜੀਤ ਨੇ ਸੋਚਿਆ ਕਿ ਛੋਟੀ ਜਿਹੀ ਮਦਦ ਵੀ ਕਿਸੇ ਦਾ ਦਿਨ ਬਦਲ ਸਕਦੀ ਹੈ।	[325, 505, 437, 510]
text-line: ਧੰਨ ਗੁਰੂ ਹਰਿਗੋਬਿੰਦ ਸਾਹਿਬ ਜੀ ਦੀ ਮੀਰੀ ਪੀਰੀ ਦੀ ਸ਼ਾਨ	[269, 306, 327, 315]
text-line: ਉਹਨਾਂ ਨੇ ਜ਼ੁਲਮ ਦੇ ਵਿਰੁੱਧ ਲੜਾਈਆਂ ਲੜੀਆਂ ਅਤੇ ਜਿੱਤਾਂ ਪ੍ਰਾਪਤ ਕੀਤੀਆਂ।	[269, 452, 365, 457]
guru-side-text	[269, 307, 327, 345]
text-line: ਇਸ ਸੰਗ੍ਰਹਿ ਵਿੱਚ ਜ਼ਿੰਦਗੀ ਦੇ ਹਰ ਰੰਗ ਦੀ ਝਲਕ ਹੈ — ਮੁਹੱਬਤ, ਬਿਰਹਾ, ਸੰਘਰਸ਼ ਤੇ ਉਮੀਦ।	[6, 742, 123, 747]
text-line: ਅੱਜ ਘੋਟ ਤੋਂ ਬਾਅਦ ਅਸਮਾਨ ਵਿੱਚ ਸਤਰੰਗੀ ਪੀਂਘ ਸੁਹਾਵਣਾ, ਮਨਮੋਹਕ ਤੇ ਦਿਲਕਸ਼ ਮੀਂਹ	[6, 465, 115, 470]
text-line: ਉਹ ਬਾਜ਼ਾਰ ਗਿਆ ਤਾਂ ਉਸ ਨੇ ਇੱਕ ਬਜ਼ੁਰਗ ਨੂੰ ਰੇੜ੍ਹੀ ਉੱਤੇ ਸੇਬ ਵੇਚਦੇ ਦੇਖਿਆ।	[325, 484, 424, 489]
text-line: ਉਹਨਾਂ ਨੇ ਜ਼ੁਲਮ ਦੇ ਵਿਰੁੱਧ ਲੜਾਈਆਂ ਲੜੀਆਂ ਅਤੇ ਜਿੱਤਾਂ ਪ੍ਰਾਪਤ ਕੀਤੀਆਂ।	[269, 402, 365, 407]
text-line: ਗੁਰਭਜਨ ਗਿੱਲ ਪੰਜਾਬੀ ਸਾਹਿਤ ਅਕਾਦਮੀ ਦੇ ਪ੍ਰਧਾਨ ਰਹਿ ਚੁੱਕੇ ਹਨ ਅਤੇ ਕਈ ਪੁਸਤਕਾਂ ਲਿਖ ਚੁੱਕੇ ਹਨ।	[6, 713, 135, 718]
text-line: ਮਾਂ ਬੋਲੀ ਪੰਜਾਬੀ ਸਾਡੀ ਪਛਾਣ ਹੈ,	[325, 680, 366, 685]
text-line: ਜਿੱਥੇ ਬਾਬਾ ਫ਼ਰੀਦ ਜੀ ਦੀ ਬਾਣੀ ਗੂੰਜਦੀ ਹੈ,	[325, 671, 378, 676]
text-line: ਬਾਕੀ ਬਾਬਾ ਤੇ ਜਾਂਦਾ ਹੈ। ਗ਼ਜ਼ਲਾਂ ਪਗ਼ੁਤਿਆਂ ਦੇ ਬਣਾਏ ਸਾਹਿਤਕ ਵਿੱਚ ਪਹੁੰਚ ਜਾਂਦਾ ਹੈ।	[6, 738, 113, 743]
masthead-rule	[6, 22, 506, 24]
peach-icon	[470, 542, 496, 568]
text-line: ਇਸ ਸੰਗ੍ਰਹਿ ਵਿੱਚ ਜ਼ਿੰਦਗੀ ਦੇ ਹਰ ਰੰਗ ਦੀ ਝਲਕ ਹੈ — ਮੁਹੱਬਤ, ਬਿਰਹਾ, ਸੰਘਰਸ਼ ਤੇ ਉਮੀਦ।	[6, 545, 123, 550]
text-line: ਬੰਦੀ ਛੋੜ ਦਾਤਾ ਵਜੋਂ ਉਹਨਾਂ ਨੇ 52 ਰਾਜਿਆਂ ਨੂੰ ਗਵਾਲੀਅਰ ਦੇ ਕਿਲ੍ਹੇ ਤੋਂ ਰਿਹਾਅ ਕਰਵਾਇਆ।	[269, 448, 387, 453]
seal-icon: ਵਰਲਡ ਪੰਜਾਬੀ ਟਾਈਮਜ਼	[288, 269, 302, 283]
book-cover	[12, 134, 30, 160]
text-line: ਸਿਰਜਣਾ ਦੀ ਸਿਖਰਾਂ ਹੈ। ਉਹ ਗਜ਼ਲਾਂ ਦੀ ਪ੍ਰਵਾਨਗੀ ਦੇ ਰੂਪ ਵਿੱਚ ਮੌਲਿਕ ਯੋਗਦਾਨ ਹਨ।	[6, 238, 116, 243]
book-cover	[52, 104, 70, 130]
text-line: ਉਹਨਾਂ ਦੀਆਂ ਰਚਨਾਵਾਂ ਵਿੱਚ ਪੰਜਾਬ ਦੀ ਮਿੱਟੀ ਦੀ ਖੁਸ਼ਬੂ ਆਉਂਦੀ ਹੈ।	[6, 515, 91, 520]
text-line: ਅੱਜ ਘੋਟ ਤੋਂ ਬਾਅਦ ਅਸਮਾਨ ਵਿੱਚ ਸਤਰੰਗੀ ਪੀਂਘ ਸੁਹਾਵਣਾ, ਮਨਮੋਹਕ ਤੇ ਦਿਲਕਸ਼ ਮੀਂਹ	[6, 599, 115, 604]
text-line: ਇਸ ਗ਼ਜ਼ਲ ਸੰਗ੍ਰਹਿ ਦੀਆਂ ਗ਼ਜ਼ਲਾਂ ਸਾਹਿਤ ਤੇ ਸੰਗੀਤ ਦਾ ਸੁਮੇਲ ਹਨ।	[6, 520, 92, 525]
text-line: ਇਸ ਸੰਗ੍ਰਹਿ ਵਿੱਚ ਜ਼ਿੰਦਗੀ ਦੇ ਹਰ ਰੰਗ ਦੀ ਝਲਕ ਹੈ — ਮੁਹੱਬਤ, ਬਿਰਹਾ, ਸੰਘਰਸ਼ ਤੇ ਉਮੀਦ।	[6, 692, 123, 697]
text-line: ਉਹ ਬਾਜ਼ਾਰ ਗਿਆ ਤਾਂ ਉਸ ਨੇ ਇੱਕ ਬਜ਼ੁਰਗ ਨੂੰ ਰੇੜ੍ਹੀ ਉੱਤੇ ਸੇਬ ਵੇਚਦੇ ਦੇਖਿਆ।	[269, 597, 368, 602]
text-line: ਕਵੀ ਪੰਜਾਬ ਦੀ ਧਰਤੀ ਦੇ ਦੁੱਖਾਂ ਨੂੰ ਮਹਿਸੂਸ ਕਰਦਾ ਹੈ ਅਤੇ ਉਹਨਾਂ ਨੂੰ ਸ਼ਿਅਰਾਂ ਵਿੱਚ ਢਾਲਦਾ ਹੈ।	[6, 625, 123, 630]
text-line: ਗੁਰਭਜਨ ਗਿੱਲ ਦੀਆਂ ਗ਼ਜ਼ਲਾਂ ਪੰਜਾਬੀ ਸਾਹਿਤ ਦਾ ਮਾਣ ਹਨ, ਜਿਨ੍ਹਾਂ ਵਿੱਚ ਲੋਕਾਂ ਦੀ ਪੀੜ	[6, 347, 115, 352]
text-line: ਉਹਨਾਂ ਨੇ ਸ੍ਰੀ ਅਕਾਲ ਤਖ਼ਤ ਸਾਹਿਬ ਦੀ ਸਥਾਪਨਾ ਕੀਤੀ।	[269, 444, 342, 449]
text-line: ਚੋਣਾ ਵਰਗੇ ਦੇ ਦਿਲ, ਦਿਲਾਂ ਉੱਤੇ ਮਜ਼ ਸਾਹਿਤਕ ਗ਼ਜ਼ਲ ਗਿੱਲ ਦੀਆਂ ਗ਼ਜ਼ਲਾਂ ਦੇ ਵਿਸ਼ਾਲ	[6, 763, 111, 768]
walking-figure	[194, 140, 198, 152]
text-line: ਗੁਰਭਜਨ ਗਿੱਲ ਦੀਆਂ ਗ਼ਜ਼ਲਾਂ ਪੰਜਾਬੀ ਸਾਹਿਤ ਦਾ ਮਾਣ ਹਨ, ਜਿਨ੍ਹਾਂ ਵਿੱਚ ਲੋਕਾਂ ਦੀ ਪੀੜ	[6, 541, 115, 546]
text-line: ਬੰਦੀ ਛੋੜ ਦਾਤਾ ਵਜੋਂ ਉਹਨਾਂ ਨੇ 52 ਰਾਜਿਆਂ ਨੂੰ ਗਵਾਲੀਅਰ ਦੇ ਕਿਲ੍ਹੇ ਤੋਂ ਰਿਹਾਅ ਕਰਵਾਇਆ।	[269, 393, 387, 398]
text-line: ਗ਼ਜ਼ਲ ਦੀ ਵਿਧਾ ਨੂੰ ਉਸ ਨੇ ਨਵੀਆਂ ਉਚਾਈਆਂ ਤੱਕ ਪਹੁੰਚਾਇਆ ਹੈ।	[6, 700, 90, 705]
text-line: ਉਸ ਦੀ ਕਹਾਣੀ ਦੱਸਦੀ ਹੈ ਕਿ ਸੱਚੀ ਲਗਨ ਨਾਲ ਹਰ ਮੰਜ਼ਿਲ ਹਾਸਲ ਕੀਤੀ ਜਾ ਸਕਦੀ ਹੈ।	[269, 215, 378, 220]
text-line: ਸ਼ਬਦਾਂ ਰਾਹੀਂ ਬੋਲਦੀ ਹੈ। ਉਹ ਸੰਗੀਤਕ ਲੈਅ ਨਾਲ ਭਰਪੂਰ ਹਨ ਅਤੇ ਪਾਠਕ ਨੂੰ ਬੰਨ੍ਹ ਲੈਂਦੀਆਂ ਹਨ।	[6, 755, 127, 760]
text-line: ਇਹ ਸੰਗ੍ਰਹਿ ਪੰਜਾਬੀ ਗ਼ਜ਼ਲ ਦੇ ਇਤਿਹਾਸ ਵਿੱਚ ਇੱਕ ਮੀਲ ਪੱਥਰ ਸਾਬਤ ਹੋਵੇਗਾ।	[6, 730, 106, 735]
text-line: ਅੱਜ ਉਹ ਆਪਣੇ ਪਿੰਡ ਦਾ ਪਹਿਲਾ ਗ੍ਰੈਜੂਏਟ ਹੈ ਅਤੇ ਸਭ ਲਈ ਪ੍ਰੇਰਨਾ ਸਰੋਤ ਬਣ ਗਿਆ।	[269, 231, 381, 236]
text-line: ਬਾਕੀ ਬਾਬਾ ਤੇ ਜਾਂਦਾ ਹੈ। ਗ਼ਜ਼ਲਾਂ ਪਗ਼ੁਤਿਆਂ ਦੇ ਬਣਾਏ ਸਾਹਿਤਕ ਵਿੱਚ ਪਹੁੰਚ ਜਾਂਦਾ ਹੈ।	[6, 478, 113, 483]
left-article-body	[6, 184, 265, 793]
text-line: ਬਜ਼ੁਰਗ ਦੀਆਂ ਅੱਖਾਂ ਭਰ ਆਈਆਂ ਅਤੇ ਉਸ ਨੇ ਅਸੀਸਾਂ ਦਿੱਤੀਆਂ।	[269, 623, 352, 627]
text-line: ਪਰ ਘਰ ਦੀ ਆਰਥਿਕ ਹਾਲਤ ਠੀਕ ਨਾ ਹੋਣ ਕਰਕੇ ਉਹ ਦਾਖਲਾ ਨਾ ਲੈ ਸਕਿਆ।	[269, 198, 367, 203]
text-line: ਉਸ ਦੇ ਸ਼ਿਅਰ ਸਮਾਜਿਕ ਸਰੋਕਾਰਾਂ ਨਾਲ ਜੁੜੇ ਹੋਏ ਹਨ ਤੇ ਇਨਸਾਨੀਅਤ ਦਾ ਸੁਨੇਹਾ ਦਿੰਦੇ ਹਨ।	[6, 747, 122, 752]
left-headline	[6, 27, 265, 45]
text-line: ਸਵੇਰਾ ਨੂੰ ਕੰਮਕਾਰ ਕਰਦਿਆਂ ਸਾਡਾ ਵੀ ਯੂਨੀਵਰਸਿਟੀ ਵਿੱਚ ਐਡਮਿਸ਼ਨ ਲੈਣਾ ਚਾਹੁੰਦਾ ਸੀ।	[269, 194, 380, 198]
text-line: ਮਾਪਿਆਂ ਦਾ ਸਿਰ ਮਾਣ ਨਾਲ ਉੱਚਾ ਹੋ ਗਿਆ।	[269, 219, 326, 224]
byline-org: ਵਰਲਡ ਪੰਜਾਬੀ ਟਾਈਮਜ਼	[278, 283, 312, 289]
text-line: ਇਹ ਪੁਸਤਕ ਹਰ ਪੰਜਾਬੀ ਪਾਠਕ ਲਈ ਪੜ੍ਹਨਯੋਗ ਹੈ।	[6, 318, 74, 323]
text-line: ਸੰਗਤ ਅੱਜ ਵੀ ਉਹਨਾਂ ਦੇ ਉਪਦੇਸ਼ਾਂ ਨੂੰ ਯਾਦ ਕਰਦੀ ਹੈ।	[269, 435, 336, 440]
story-section	[269, 476, 506, 640]
photo-credit: alamy - 2H98M0C	[271, 187, 304, 191]
text-line: ਇਹ ਪੁਸਤਕ ਹਰ ਪੰਜਾਬੀ ਪਾਠਕ ਲਈ ਪੜ੍ਹਨਯੋਗ ਹੈ।	[6, 553, 74, 558]
punjab-map-icon	[434, 661, 502, 727]
text-line: ਸਵੇਰਾ ਨੂੰ ਕੰਮਕਾਰ ਕਰਦਿਆਂ ਸਾਡਾ ਵੀ ਯੂਨੀਵਰਸਿਟੀ ਵਿੱਚ ਐਡਮਿਸ਼ਨ ਲੈਣਾ ਚਾਹੁੰਦਾ ਸੀ।	[269, 223, 380, 228]
text-line: ਕਿੰਨੇ ਹੀ ਰਤਨ ਵੇ ਪੰਜਾਬੀ ਦੇ	[325, 659, 360, 664]
text-line: ਇਸ ਗ਼ਜ਼ਲ ਸੰਗ੍ਰਹਿ ਦੀਆਂ ਗ਼ਜ਼ਲਾਂ ਸਾਹਿਤ ਤੇ ਸੰਗੀਤ ਦਾ ਸੁਮੇਲ ਹਨ।	[6, 452, 92, 457]
footer-rule	[6, 1019, 506, 1021]
text-line: ਸ਼ਬਦਾਂ ਰਾਹੀਂ ਬੋਲਦੀ ਹੈ। ਉਹ ਸੰਗੀਤਕ ਲੈਅ ਨਾਲ ਭਰਪੂਰ ਹਨ ਅਤੇ ਪਾਠਕ ਨੂੰ ਬੰਨ੍ਹ ਲੈਂਦੀਆਂ ਹਨ।	[6, 247, 127, 252]
text-line: ਗ਼ਜ਼ਲ ਦੀ ਵਿਧਾ ਨੂੰ ਉਸ ਨੇ ਨਵੀਆਂ ਉਚਾਈਆਂ ਤੱਕ ਪਹੁੰਚਾਇਆ ਹੈ।	[6, 759, 90, 764]
poem-line: ਤੇਰੇ ਪਿੰਡ ਦਾ ਰਾਹ, ਅੱਜ ਵੀ ਮੈਨੂੰ ਯਾਦ ਹੈ,	[6, 425, 57, 430]
text-line: ਗ਼ਜ਼ਲ ਦੀ ਵਿਧਾ ਨੂੰ ਉਸ ਨੇ ਨਵੀਆਂ ਉਚਾਈਆਂ ਤੱਕ ਪਹੁੰਚਾਇਆ ਹੈ।	[6, 293, 90, 298]
text-line: ਉਸ ਨੇ ਆਪਣੀ ਪੜ੍ਹਾਈ ਜਾਰੀ ਰੱਖਣ ਲਈ ਰਾਤ ਨੂੰ ਕੰਮ ਕਰਨਾ ਸ਼ੁਰੂ ਕੀਤਾ।	[269, 202, 363, 207]
text-line: ਉਹਨਾਂ ਨੇ ਜ਼ੁਲਮ ਦੇ ਵਿਰੁੱਧ ਲੜਾਈਆਂ ਲੜੀਆਂ ਅਤੇ ਜਿੱਤਾਂ ਪ੍ਰਾਪਤ ਕੀਤੀਆਂ।	[269, 431, 365, 436]
poem-line: ਤੇਰੇ ਪਿੰਡ ਦਾ ਰਾਹ, ਅੱਜ ਵੀ ਮੈਨੂੰ ਯਾਦ ਹੈ,	[6, 391, 57, 396]
text-line: 472 ਪੰਨਿਆਂ, 1000 ਰੁਪਏ ਕੀਮਤ, 20 ਅਨਮੋਲ ਗ਼ਜ਼ਲ ਪੰਨਿਆਂ ਵਾਲਾ ਗ਼ਜ਼ਲ ਸੰਗ੍ਰਹਿ ਪੰਜਾਬੀ ਲੋਕ ਵਿਰਾਸਤ ਅਕਾਦਮੀ ਲੁਧਿਆਣਾ ਨੇ ਪ੍ਰਕਾਸ਼ਿਤ ਕੀਤਾ ਹੈ।	[6, 789, 202, 794]
left-headline-line-1: ਗੁਰਭਜਨ ਗਿੱਲ ਦਾ 'ਅੱਖਰ ਅੱਖਰ' ਗ਼ਜ਼ਲ ਸੰਗ੍ਰਹਿ : ਸਾਹਿਤ ਤੇ ਸੰਗੀਤ	[40, 27, 231, 36]
book-advert	[6, 48, 265, 180]
punjabi-section-title: ਇਹਦੇ ਵੱਲ ਪੰਜਾਬੀ ਹੈ	[358, 642, 417, 652]
text-line: ਗੁਰਭਜਨ ਗਿੱਲ ਦੀਆਂ ਗ਼ਜ਼ਲਾਂ ਪੰਜਾਬੀ ਸਾਹਿਤ ਦਾ ਮਾਣ ਹਨ, ਜਿਨ੍ਹਾਂ ਵਿੱਚ ਲੋਕਾਂ ਦੀ ਪੀੜ	[6, 284, 115, 289]
text-line: ਬਜ਼ੁਰਗ ਦੀਆਂ ਅੱਖਾਂ ਭਰ ਆਈਆਂ ਅਤੇ ਉਸ ਨੇ ਅਸੀਸਾਂ ਦਿੱਤੀਆਂ।	[325, 501, 408, 506]
text-line: ਅੱਜ ਘੋਟ ਤੋਂ ਬਾਅਦ ਅਸਮਾਨ ਵਿੱਚ ਸਤਰੰਗੀ ਪੀਂਘ ਸੁਹਾਵਣਾ, ਮਨਮੋਹਕ ਤੇ ਦਿਲਕਸ਼ ਮੀਂਹ	[60, 184, 169, 188]
text-line: ਇਹ ਪੁਸਤਕ ਹਰ ਪੰਜਾਬੀ ਪਾਠਕ ਲਈ ਪੜ੍ਹਨਯੋਗ ਹੈ।	[6, 364, 74, 369]
text-line: ਚੋਣਾ ਵਰਗੇ ਦੇ ਦਿਲ, ਦਿਲਾਂ ਉੱਤੇ ਮਜ਼ ਸਾਹਿਤਕ ਗ਼ਜ਼ਲ ਗਿੱਲ ਦੀਆਂ ਗ਼ਜ਼ਲਾਂ ਦੇ ਵਿਸ਼ਾਲ	[6, 671, 111, 676]
byline-org: ਵਰਲਡ ਪੰਜਾਬੀ ਟਾਈਮਜ਼	[278, 495, 312, 501]
text-line: ਉਹਨਾਂ ਦੀਆਂ ਰਚਨਾਵਾਂ ਵਿੱਚ ਪੰਜਾਬ ਦੀ ਮਿੱਟੀ ਦੀ ਖੁਸ਼ਬੂ ਆਉਂਦੀ ਹੈ।	[6, 717, 91, 722]
text-line: ਬਾਕੀ ਬਾਬਾ ਤੇ ਜਾਂਦਾ ਹੈ। ਗ਼ਜ਼ਲਾਂ ਪਗ਼ੁਤਿਆਂ ਦੇ ਬਣਾਏ ਸਾਹਿਤਕ ਵਿੱਚ ਪਹੁੰਚ ਜਾਂਦਾ ਹੈ।	[6, 356, 113, 361]
text-line: ਇੱਕ ਸਵੇਰੇ ਸਵੇਰੇ ਜਗਜੀਤ ਸਿੰਘ ਦੀ ਪਤਨੀ ਉਸ ਨੂੰ ਕਹਿਣ ਲੱਗੀ ਕਿ ਬਾਜ਼ਾਰ ਤੋਂ ਸੇਬ ਲੈ ਆਓ।	[325, 475, 437, 485]
guru-painting-illustration	[332, 264, 506, 392]
text-line: ਇਹ ਪੁਸਤਕ ਹਰ ਪੰਜਾਬੀ ਪਾਠਕ ਲਈ ਪੜ੍ਹਨਯੋਗ ਹੈ।	[6, 272, 74, 277]
text-line: ਗੁਰਭਜਨ ਗਿੱਲ ਪੰਜਾਬੀ ਸਾਹਿਤ ਅਕਾਦਮੀ ਦੇ ਪ੍ਰਧਾਨ ਰਹਿ ਚੁੱਕੇ ਹਨ ਅਤੇ ਕਈ ਪੁਸਤਕਾਂ ਲਿਖ ਚੁੱਕੇ ਹਨ।	[6, 444, 135, 449]
text-line: ਮਾਂ ਬੋਲੀ ਪੰਜਾਬੀ ਸਾਡੀ ਪਛਾਣ ਹੈ,	[269, 705, 310, 710]
text-line: ਇਹ ਪੁਸਤਕ ਹਰ ਪੰਜਾਬੀ ਪਾਠਕ ਲਈ ਪੜ੍ਹਨਯੋਗ ਹੈ।	[6, 641, 74, 646]
text-line: ਬਾਕੀ ਬਾਬਾ ਤੇ ਜਾਂਦਾ ਹੈ। ਗ਼ਜ਼ਲਾਂ ਪਗ਼ੁਤਿਆਂ ਦੇ ਬਣਾਏ ਸਾਹਿਤਕ ਵਿੱਚ ਪਹੁੰਚ ਜਾਂਦਾ ਹੈ।	[6, 301, 113, 306]
text-line: ਸਾਨੂੰ ਸਭ ਨੂੰ ਇੱਕ ਦੂਜੇ ਦਾ ਸਾਥ ਦੇਣਾ ਚਾਹੀਦਾ ਹੈ।	[269, 631, 331, 636]
story-title: ਸੇਬ ਵੇਚਣ ਵਾਲਾ / ਮਿੰਨੀ ਕਹਾਣੀ	[343, 463, 432, 473]
text-line: ਗੁਰੂਆਂ ਦੇ ਬੋਲ ਨੇ ਇੱਥੇ	[325, 654, 353, 659]
text-line: ਸੁਰਜੀਤ ਸਿੰਘ	[269, 456, 287, 461]
byline-badge	[6, 185, 56, 227]
text-line: ਉਸ ਦੇ ਸ਼ਿਅਰ ਸਮਾਜਿਕ ਸਰੋਕਾਰਾਂ ਨਾਲ ਜੁੜੇ ਹੋਏ ਹਨ ਤੇ ਇਨਸਾਨੀਅਤ ਦਾ ਸੁਨੇਹਾ ਦਿੰਦੇ ਹਨ।	[6, 612, 122, 617]
text-line: ਇੱਕ ਸਵੇਰੇ ਸਵੇਰੇ ਜਗਜੀਤ ਸਿੰਘ ਦੀ ਪਤਨੀ ਉਸ ਨੂੰ ਕਹਿਣ ਲੱਗੀ ਕਿ ਬਾਜ਼ਾਰ ਤੋਂ ਸੇਬ ਲੈ ਆਓ।	[269, 572, 384, 577]
text-line: ਪੁਸਤਕ ਦੀ ਭੂਮਿਕਾ ਵਿੱਚ ਕਵੀ ਨੇ ਆਪਣੇ ਸਫ਼ਰ ਦਾ ਜ਼ਿਕਰ ਕੀਤਾ ਹੈ।	[6, 457, 91, 461]
text-line: ਗ਼ਜ਼ਲ ਦੀ ਵਿਧਾ ਨੂੰ ਉਸ ਨੇ ਨਵੀਆਂ ਉਚਾਈਆਂ ਤੱਕ ਪਹੁੰਚਾਇਆ ਹੈ।	[6, 268, 90, 273]
text-line: ਉਸ ਦੇ ਸ਼ਿਅਰ ਸਮਾਜਿਕ ਸਰੋਕਾਰਾਂ ਨਾਲ ਜੁੜੇ ਹੋਏ ਹਨ ਤੇ ਇਨਸਾਨੀਅਤ ਦਾ ਸੁਨੇਹਾ ਦਿੰਦੇ ਹਨ।	[6, 503, 122, 508]
text-line: ਇਹ ਸੰਗ੍ਰਹਿ ਪੰਜਾਬੀ ਗ਼ਜ਼ਲ ਦੇ ਇਤਿਹਾਸ ਵਿੱਚ ਇੱਕ ਮੀਲ ਪੱਥਰ ਸਾਬਤ ਹੋਵੇਗਾ।	[6, 461, 106, 466]
text-line: ਸਿਰਜਣਾ ਦੀ ਸਿਖਰਾਂ ਹੈ। ਉਹ ਗਜ਼ਲਾਂ ਦੀ ਪ੍ਰਵਾਨਗੀ ਦੇ ਰੂਪ ਵਿੱਚ ਮੌਲਿਕ ਯੋਗਦਾਨ ਹਨ।	[6, 608, 116, 613]
text-line: ਇਹ ਪੁਸਤਕ ਹਰ ਪੰਜਾਬੀ ਪਾਠਕ ਲਈ ਪੜ੍ਹਨਯੋਗ ਹੈ।	[6, 709, 74, 714]
book-cover	[32, 104, 50, 130]
text-line: ਬਜ਼ੁਰਗ ਦੇ ਚਿਹਰੇ ਉੱਤੇ ਥਕਾਵਟ ਸੀ ਪਰ ਅੱਖਾਂ ਵਿੱਚ ਉਮੀਦ ਦੀ ਚਮਕ ਸੀ।	[269, 534, 362, 539]
text-line: ਉਸ ਦੇ ਸ਼ਿਅਰ ਸਮਾਜਿਕ ਸਰੋਕਾਰਾਂ ਨਾਲ ਜੁੜੇ ਹੋਏ ਹਨ ਤੇ ਇਨਸਾਨੀਅਤ ਦਾ ਸੁਨੇਹਾ ਦਿੰਦੇ ਹਨ।	[6, 385, 122, 390]
text-line: ਉਸ ਦੇ ਸ਼ਿਅਰ ਸਮਾਜਿਕ ਸਰੋਕਾਰਾਂ ਨਾਲ ਜੁੜੇ ਹੋਏ ਹਨ ਤੇ ਇਨਸਾਨੀਅਤ ਦਾ ਸੁਨੇਹਾ ਦਿੰਦੇ ਹਨ।	[6, 314, 122, 319]
text-line: ਘਰ ਆ ਕੇ ਜਗਜੀਤ ਨੇ ਸੋਚਿਆ ਕਿ ਛੋਟੀ ਜਿਹੀ ਮਦਦ ਵੀ ਕਿਸੇ ਦਾ ਦਿਨ ਬਦਲ ਸਕਦੀ ਹੈ।	[269, 551, 381, 556]
text-line: ਜਗਜੀਤ ਨੇ ਮੁੱਲ ਪੁੱਛਿਆ ਤਾਂ ਬਜ਼ੁਰਗ ਨੇ ਬਹੁਤ ਘੱਟ ਭਾਅ ਦੱਸਿਆ।	[269, 538, 351, 543]
text-line: ਅੱਜ ਘੋਟ ਤੋਂ ਬਾਅਦ ਅਸਮਾਨ ਵਿੱਚ ਸਤਰੰਗੀ ਪੀਂਘ ਸੁਹਾਵਣਾ, ਮਨਮੋਹਕ ਤੇ ਦਿਲਕਸ਼ ਮੀਂਹ	[6, 377, 115, 382]
text-line: ਗੁਰਭਜਨ ਗਿੱਲ ਪੰਜਾਬੀ ਸਾਹਿਤ ਅਕਾਦਮੀ ਦੇ ਪ੍ਰਧਾਨ ਰਹਿ ਚੁੱਕੇ ਹਨ ਅਤੇ ਕਈ ਪੁਸਤਕਾਂ ਲਿਖ ਚੁੱਕੇ ਹਨ।	[6, 646, 135, 651]
poem-line: ਧਰਤੀ ਮਾਂ ਦਾ ਦਰਦ, ਸ਼ਬਦਾਂ ਵਿੱਚ ਗਾਇਆ ਮੈਂ।	[6, 404, 65, 409]
text-line: ਸਿਰਜਣਾ ਦੀ ਸਿਖਰਾਂ ਹੈ। ਉਹ ਗਜ਼ਲਾਂ ਦੀ ਪ੍ਰਵਾਨਗੀ ਦੇ ਰੂਪ ਵਿੱਚ ਮੌਲਿਕ ਯੋਗਦਾਨ ਹਨ।	[60, 192, 170, 197]
text-line: ਉਹਨਾਂ ਨੇ ਸ੍ਰੀ ਅਕਾਲ ਤਖ਼ਤ ਸਾਹਿਬ ਦੀ ਸਥਾਪਨਾ ਕੀਤੀ।	[269, 323, 327, 332]
text-line: ਪੁਸਤਕ ਦੀ ਭੂਮਿਕਾ ਵਿੱਚ ਕਵੀ ਨੇ ਆਪਣੇ ਸਫ਼ਰ ਦਾ ਜ਼ਿਕਰ ਕੀਤਾ ਹੈ।	[6, 595, 91, 600]
text-line: ਇਸ ਸੰਗ੍ਰਹਿ ਵਿੱਚ ਜ਼ਿੰਦਗੀ ਦੇ ਹਰ ਰੰਗ ਦੀ ਝਲਕ ਹੈ — ਮੁਹੱਬਤ, ਬਿਰਹਾ, ਸੰਘਰਸ਼ ਤੇ ਉਮੀਦ।	[6, 289, 123, 294]
poem-line: ਧਰਤੀ ਮਾਂ ਦਾ ਦਰਦ, ਸ਼ਬਦਾਂ ਵਿੱਚ ਗਾਇਆ ਮੈਂ।	[6, 421, 65, 426]
seal-icon: ਵਰਲਡ ਪੰਜਾਬੀ ਟਾਈਮਜ਼	[288, 660, 302, 674]
seal-icon: ਵਰਲਡ ਪੰਜਾਬੀ ਟਾਈਮਜ਼	[23, 189, 39, 205]
text-line: ਗ਼ਜ਼ਲ ਦੀ ਵਿਧਾ ਨੂੰ ਉਸ ਨੇ ਨਵੀਆਂ ਉਚਾਈਆਂ ਤੱਕ ਪਹੁੰਚਾਇਆ ਹੈ।	[6, 499, 90, 504]
text-line: ਚੋਣਾ ਵਰਗੇ ਦੇ ਦਿਲ, ਦਿਲਾਂ ਉੱਤੇ ਮਜ਼ ਸਾਹਿਤਕ ਗ਼ਜ਼ਲ ਗਿੱਲ ਦੀਆਂ ਗ਼ਜ਼ਲਾਂ ਦੇ ਵਿਸ਼ਾਲ	[6, 343, 111, 348]
text-line: ਉਸ ਨੇ ਬਿਨਾਂ ਮੁੱਲ ਘਟਾਏ ਸੇਬ ਖਰੀਦੇ ਅਤੇ ਵੱਧ ਪੈਸੇ ਦੇ ਦਿੱਤੇ।	[269, 635, 345, 640]
text-line: ਬਜ਼ੁਰਗ ਦੀਆਂ ਅੱਖਾਂ ਭਰ ਆਈਆਂ ਅਤੇ ਉਸ ਨੇ ਅਸੀਸਾਂ ਦਿੱਤੀਆਂ।	[269, 606, 352, 611]
text-line: ਗੁਰਭਜਨ ਗਿੱਲ ਪੰਜਾਬੀ ਸਾਹਿਤ ਅਕਾਦਮੀ ਦੇ ਪ੍ਰਧਾਨ ਰਹਿ ਚੁੱਕੇ ਹਨ ਅਤੇ ਕਈ ਪੁਸਤਕਾਂ ਲਿਖ ਚੁੱਕੇ ਹਨ।	[6, 511, 135, 516]
book-title: ਅੱਖਰ ਅੱਖਰ	[186, 92, 251, 108]
byline-badge	[269, 477, 321, 517]
text-line: ਗੁਰਭਜਨ ਗਿੱਲ ਦੀਆਂ ਗ਼ਜ਼ਲਾਂ ਪੰਜਾਬੀ ਸਾਹਿਤ ਦਾ ਮਾਣ ਹਨ, ਜਿਨ੍ਹਾਂ ਵਿੱਚ ਲੋਕਾਂ ਦੀ ਪੀੜ	[6, 683, 115, 688]
